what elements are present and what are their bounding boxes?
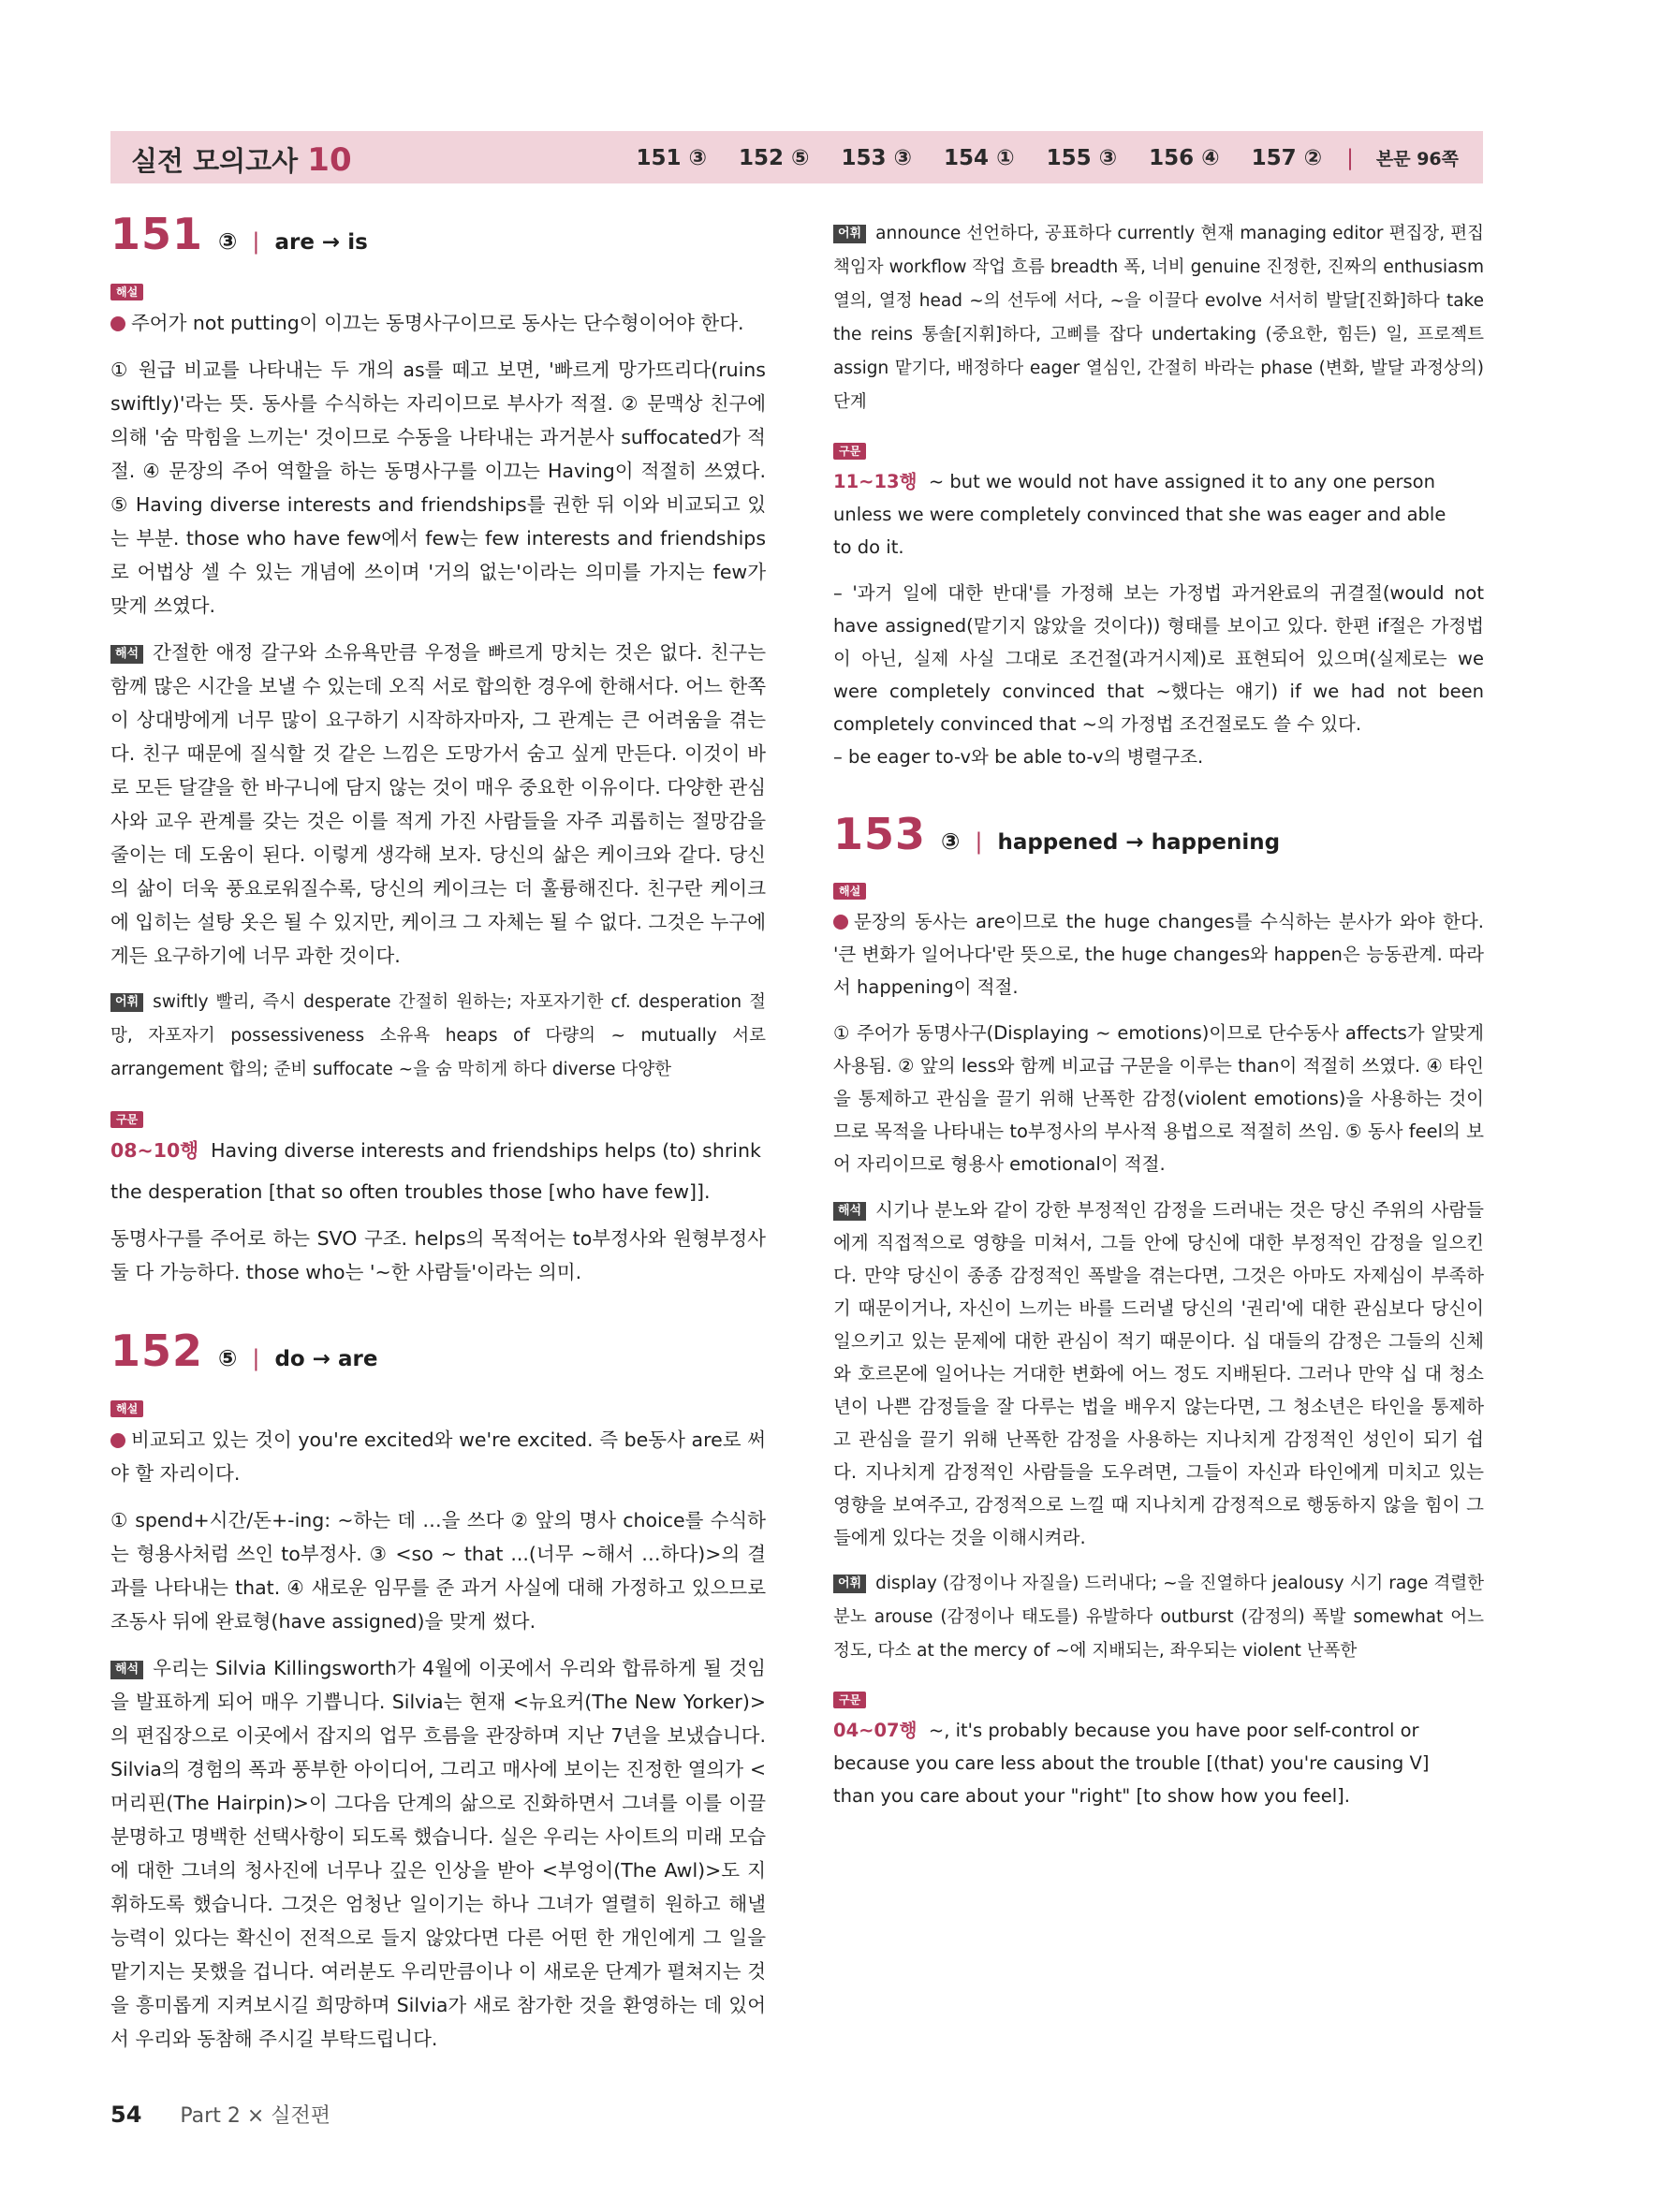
q152-explain-detail: ① spend+시간/돈+-ing: ~하는 데 …을 쓰다 ② 앞의 명사 choice를 수식하는 형용사처럼 쓰인 to부정사. ③ <so ~ that ...(너무 ~해서 …하다)>의 결과를 나타내는 that. ④ 새로운 임무를 준 과거 사실에 대해 가정하고 있으므로 조동사 뒤에 완료형(have assigned)을 맞게 썼다. [110,1509,766,1633]
answer-155: 155 ③ [1046,146,1118,170]
question-answer: ⑤ [218,1345,238,1371]
answer-156: 156 ④ [1149,146,1220,170]
structure-sentence-3: to do it. [833,536,904,558]
question-number: 153 [833,809,927,859]
check-icon [110,316,125,331]
q151-vocab-text: swiftly 빨리, 즉시 desperate 간절히 원하는; 자포자기한 cf. desperation 절망, 자포자기 possessiveness 소유욕 heaps of 다량의 ~ mutually 서로 arrangement 합의; 준비 suffocate ~을 숨 막히게 하다 diverse 다양한 [110,992,766,1079]
part-label: Part 2 × 실전편 [180,2104,331,2128]
q153-explain-detail: ① 주어가 동명사구(Displaying ~ emotions)이므로 단수동사 affects가 알맞게 사용됨. ② 앞의 less와 함께 비교급 구문을 이루는 than이 적절히 쓰였다. ④ 타인을 통제하고 관심을 끌기 위해 난폭한 감정(violent emotions)을 사용하는 것이므로 목적을 나타내는 to부정사의 부사적 용법으로 적절히 쓰임. ⑤ 동사 feel의 보어 자리이므로 형용사 emotional이 적절. [833,1022,1484,1175]
q151-explain-main [110,306,766,340]
q152-structure-note-2: – be eager to-v와 be able to-v의 병렬구조. [833,746,1204,768]
answer-151: 151 ③ [636,146,707,170]
q151-structure-note: 동명사구를 주어로 하는 SVO 구조. helps의 목적어는 to부정사와 원형부정사 둘 다 가능하다. those who는 '~한 사람들'이라는 의미. [110,1227,766,1283]
structure-sentence-2: the desperation [that so often troubles those [who have few]]. [110,1180,711,1203]
answer-key [612,145,1460,170]
structure-sentence: ~ but we would not have assigned it to any one person [928,471,1435,492]
question-answer: ③ [218,228,238,255]
structure-sentence: Having diverse interests and friendships helps (to) shrink [211,1139,761,1162]
translate-label: 해석 [110,1661,143,1679]
q151-explain-main-text: 주어가 not putting이 이끄는 동명사구이므로 동사는 단수형이어야 한다. [131,312,744,334]
note-text: be eager to-v와 be able to-v의 병렬구조. [847,746,1204,768]
q151-translation [110,636,766,973]
q152-explain-main [110,1423,766,1490]
divider: | [252,1345,260,1371]
q153-translation-text: 시기나 분노와 같이 강한 부정적인 감정을 드러내는 것은 당신 주위의 사람들에게 직접적으로 영향을 미쳐서, 그들 안에 당신에 대한 부정적인 감정을 일으킨다. 만약 당신이 종종 감정적인 폭발을 겪는다면, 그것은 아마도 자제심이 부족하기 때문이거나, 자신이 느끼는 바를 드러낼 당신의 '권리'에 대한 관심보다 당신이 일으키고 있는 문제에 대한 관심이 적기 때문이다. 십 대들의 감정은 그들의 신체와 호르몬에 일어나는 거대한 변화에 어느 정도 지배된다. 그러나 만약 십 대 청소년이 나쁜 감정들을 잘 다루는 법을 배우지 않는다면, 그 청소년은 타인을 통제하고 관심을 끌기 위해 난폭한 감정을 사용하는 지나치게 감정적인 성인이 되기 쉽다. 지나치게 감정적인 사람들을 도우려면, 그들이 자신과 타인에게 미치고 있는 영향을 보여주고, 감정적으로 느낄 때 지나치게 감정적으로 행동하지 않을 힘이 그들에게 있다는 것을 이해시켜라. [833,1199,1484,1548]
page-reference: 본문 96쪽 [1375,149,1459,169]
question-number: 152 [110,1326,204,1376]
divider: | [252,228,260,255]
answer-153: 153 ③ [841,146,913,170]
vocab-label: 어휘 [110,993,143,1012]
q151-structure [110,1134,766,1167]
explain-label: 해설 [110,1400,143,1417]
q153-translation [833,1194,1484,1554]
check-icon [110,1433,125,1448]
translate-label: 해석 [110,645,143,664]
q151-translation-text: 간절한 애정 갈구와 소유욕만큼 우정을 빠르게 망치는 것은 없다. 친구는 함께 많은 시간을 보낼 수 있는데 오직 서로 합의한 경우에 한해서다. 어느 한쪽이 상대방에게 너무 많이 요구하기 시작하자마자, 그 관계는 큰 어려움을 겪는다. 친구 때문에 질식할 것 같은 느낌은 도망가서 숨고 싶게 만든다. 이것이 바로 모든 달걀을 한 바구니에 담지 않는 것이 매우 중요한 이유이다. 다양한 관심사와 교우 관계를 갖는 것은 이를 적게 가진 사람들을 자주 괴롭히는 절망감을 줄이는 데 도움이 된다. 이렇게 생각해 보자. 당신의 삶은 케이크와 같다. 당신의 삶이 더욱 풍요로워질수록, 당신의 케이크는 더 훌륭해진다. 친구란 케이크에 입히는 설탕 옷은 될 수 있지만, 케이크 그 자체는 될 수 없다. 그것은 누구에게든 요구하기에 너무 과한 것이다. [110,641,766,967]
question-correction: happened → happening [997,830,1281,855]
page-footer [110,2100,330,2129]
answer-157: 157 ② [1251,146,1323,170]
q153-vocab-text: display (감정이나 자질을) 드러내다; ~을 진열하다 jealousy 시기 rage 격렬한 분노 arouse (감정이나 태도를) 유발하다 outburst (감정의) 폭발 somewhat 어느 정도, 다소 at the mercy of ~에 지배되는, 좌우되는 violent 난폭한 [833,1574,1484,1661]
structure-sentence-2: because you care less about the trouble [(that) you're causing V] [833,1752,1430,1774]
q152-vocab [833,217,1484,419]
q151-heading [110,209,766,259]
structure-sentence-3: than you care about your "right" [to show how you feel]. [833,1785,1350,1807]
divider: | [1346,146,1354,170]
q153-vocab [833,1567,1484,1668]
q152-translation [110,1651,766,2056]
test-title [131,140,352,179]
question-number: 151 [110,209,204,259]
q152-heading [110,1326,766,1376]
structure-lines: 04~07행 [833,1720,918,1741]
page-number: 54 [110,2102,142,2128]
left-column [110,209,766,2056]
question-correction: are → is [274,230,368,255]
page-header [110,131,1483,183]
q151-vocab [110,986,766,1087]
q153-explain-main [833,905,1484,1003]
structure-sentence: ~, it's probably because you have poor self-control or [928,1720,1419,1741]
structure-sentence-2: unless we were completely convinced that she was eager and able [833,504,1446,525]
q153-structure [833,1714,1484,1747]
q152-explain-main-text: 비교되고 있는 것이 you're excited와 we're excited. 즉 be동사 are로 써야 할 자리이다. [110,1428,766,1485]
structure-label: 구문 [833,1692,866,1708]
translate-label: 해석 [833,1202,866,1221]
q152-structure [833,465,1484,498]
question-correction: do → are [274,1347,378,1371]
structure-label: 구문 [833,443,866,460]
explain-label: 해설 [110,284,143,300]
divider: | [975,828,983,855]
test-title-text: 실전 모의고사 [131,145,299,177]
q153-heading [833,809,1484,859]
q151-explain-detail: ① 원급 비교를 나타내는 두 개의 as를 떼고 보면, '빠르게 망가뜨리다(ruins swiftly)'라는 뜻. 동사를 수식하는 자리이므로 부사가 적절. ② 문맥상 친구에 의해 '숨 막힘을 느끼는' 것이므로 수동을 나타내는 과거분사 suffocated가 적절. ④ 문장의 주어 역할을 하는 동명사구를 이끄는 Having이 적절히 쓰였다. ⑤ Having diverse interests and friendships를 권한 뒤 이와 비교되고 있는 부분. those who have few에서 few는 few interests and friendships로 어법상 셀 수 있는 개념에 쓰이며 '거의 없는'이라는 의미를 가지는 few가 맞게 쓰였다. [110,359,766,617]
test-number: 10 [307,141,352,179]
check-icon [833,915,848,930]
vocab-label: 어휘 [833,225,866,243]
q152-vocab-text: announce 선언하다, 공표하다 currently 현재 managing editor 편집장, 편집 책임자 workflow 작업 흐름 breadth 폭, 너비 genuine 진정한, 진짜의 enthusiasm 열의, 열정 head ~의 선두에 서다, ~을 이끌다 evolve 서서히 발달[진화]하다 take the reins 통솔[지휘]하다, 고삐를 잡다 undertaking (중요한, 힘든) 일, 프로젝트 assign 맡기다, 배정하다 eager 열심인, 간절히 바라는 phase (변화, 발달 과정상의) 단계 [833,224,1484,412]
structure-label: 구문 [110,1111,143,1128]
answer-152: 152 ⑤ [739,146,810,170]
explain-label: 해설 [833,883,866,900]
q152-structure-note-1: – '과거 일에 대한 반대'를 가정해 보는 가정법 과거완료의 귀결절(would not have assigned(맡기지 않았을 것이다)) 형태를 보이고 있다. 한편 if절은 가정법이 아닌, 실제 사실 그대로 조건절(과거시제)로 표현되어 있으며(실제로는 we were completely convinced that ~했다는 얘기) if we had not been completely convinced that ~의 가정법 조건절로도 쓸 수 있다. [833,582,1484,735]
q153-explain-main-text: 문장의 동사는 are이므로 the huge changes를 수식하는 분사가 와야 한다. '큰 변화가 일어나다'란 뜻으로, the huge changes와 happen은 능동관계. 따라서 happening이 적절. [833,911,1484,998]
structure-lines: 08~10행 [110,1139,199,1162]
right-column [833,217,1484,1812]
vocab-label: 어휘 [833,1575,866,1593]
note-text: '과거 일에 대한 반대'를 가정해 보는 가정법 과거완료의 귀결절(would not have assigned(맡기지 않았을 것이다)) 형태를 보이고 있다. 한편 if절은 가정법이 아닌, 실제 사실 그대로 조건절(과거시제)로 표현되어 있으며(실제로는 we were completely convinced that ~했다는 얘기) if we had not been completely convinced that ~의 가정법 조건절로도 쓸 수 있다. [833,582,1484,735]
q152-translation-text: 우리는 Silvia Killingsworth가 4월에 이곳에서 우리와 합류하게 될 것임을 발표하게 되어 매우 기쁩니다. Silvia는 현재 <뉴요커(The New Yorker)>의 편집장으로 이곳에서 잡지의 업무 흐름을 관장하며 지난 7년을 보냈습니다. Silvia의 경험의 폭과 풍부한 아이디어, 그리고 매사에 보이는 진정한 열의가 <머리핀(The Hairpin)>이 그다음 단계의 삶으로 진화하면서 그녀를 이를 이끌 분명하고 명백한 선택사항이 되도록 했습니다. 실은 우리는 사이트의 미래 모습에 대한 그녀의 청사진에 너무나 깊은 인상을 받아 <부엉이(The Awl)>도 지휘하도록 했습니다. 그것은 엄청난 일이기는 하나 그녀가 열렬히 원하고 해낼 능력이 있다는 확신이 전적으로 들지 않았다면 다른 어떤 한 개인에게 그 일을 맡기지는 못했을 겁니다. 여러분도 우리만큼이나 이 새로운 단계가 펼쳐지는 것을 흥미롭게 지켜보시길 희망하며 Silvia가 새로 참가한 것을 환영하는 데 있어서 우리와 동참해 주시길 부탁드립니다. [110,1657,766,2050]
structure-lines: 11~13행 [833,471,918,492]
question-answer: ③ [941,828,961,855]
answer-154: 154 ① [944,146,1015,170]
